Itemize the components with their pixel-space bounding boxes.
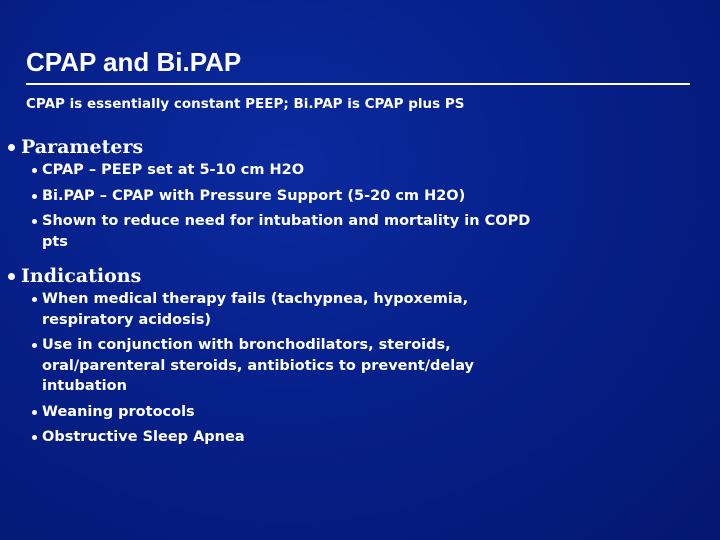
indications-heading-text: Indications	[21, 265, 142, 287]
list-item	[32, 289, 532, 330]
bullet-icon	[8, 144, 15, 151]
indications-section	[8, 263, 648, 453]
bullet-icon	[32, 435, 37, 440]
list-item-text: Use in conjunction with bronchodilators, steroids, oral/parenteral steroids, antibiotics to prevent/delay intubation	[42, 337, 475, 394]
list-item	[32, 402, 532, 423]
bullet-icon	[32, 219, 37, 224]
list-item	[32, 160, 592, 181]
bullet-icon	[32, 410, 37, 415]
parameters-heading	[8, 134, 648, 160]
parameters-list	[32, 160, 648, 252]
list-item	[32, 186, 592, 207]
bullet-icon	[32, 168, 37, 173]
list-item	[32, 427, 532, 448]
list-item-text: CPAP – PEEP set at 5-10 cm H2O	[42, 162, 305, 178]
list-item-text: Obstructive Sleep Apnea	[42, 429, 245, 445]
list-item-text: Shown to reduce need for intubation and mortality in COPD pts	[42, 213, 531, 250]
slide-subtitle: CPAP is essentially constant PEEP; Bi.PAP is CPAP plus PS	[26, 96, 465, 112]
parameters-section	[8, 134, 648, 257]
bullet-icon	[32, 343, 37, 348]
list-item-text: When medical therapy fails (tachypnea, hypoxemia, respiratory acidosis)	[42, 291, 469, 328]
indications-heading	[8, 263, 648, 289]
slide-title: CPAP and Bi.PAP	[26, 47, 242, 77]
list-item	[32, 211, 532, 252]
list-item-text: Bi.PAP – CPAP with Pressure Support (5-20 cm H2O)	[42, 187, 466, 204]
list-item-text: Weaning protocols	[42, 403, 195, 420]
bullet-icon	[32, 194, 37, 199]
indications-list	[32, 289, 648, 448]
bullet-icon	[32, 297, 37, 302]
bullet-icon	[8, 273, 15, 280]
list-item	[32, 335, 532, 397]
parameters-heading-text: Parameters	[21, 136, 144, 158]
title-divider	[26, 83, 690, 85]
